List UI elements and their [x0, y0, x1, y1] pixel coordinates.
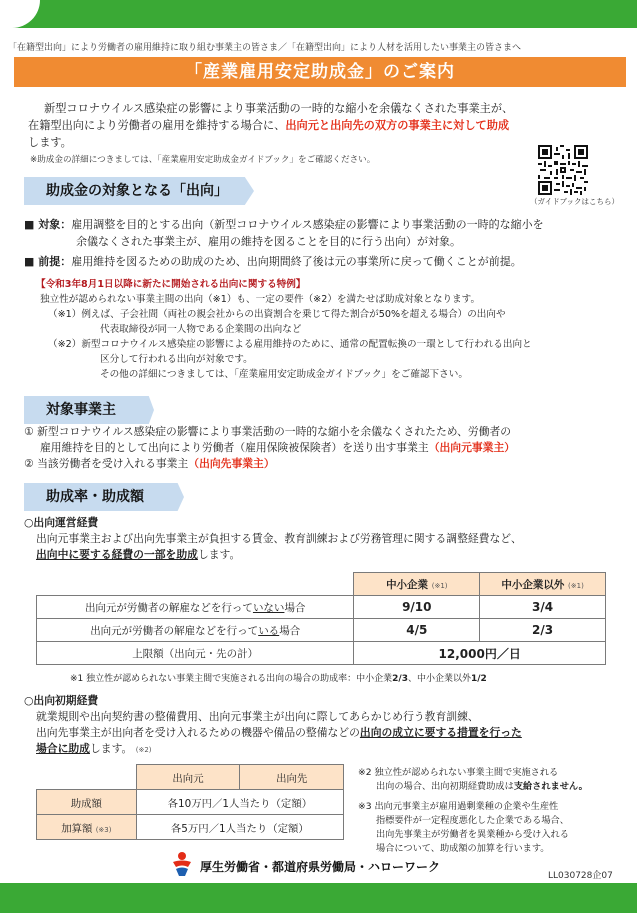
- operating-cost-block: [24, 515, 628, 563]
- side-note-2a: ※2 独立性が認められない事業主間で実施される: [358, 767, 559, 778]
- initial-cost-highlight: 出向の成立に要する措置を行った: [359, 726, 522, 739]
- table1-note: [70, 672, 487, 688]
- qr-caption: （ガイドブックはこちら）: [530, 197, 620, 206]
- special-line-3b: 区分して行われる出向が対象です。: [100, 354, 253, 365]
- row-label-dismissal: [37, 619, 354, 642]
- col-header-large-label: 中小企業以外: [501, 578, 565, 591]
- col-header-large: [480, 573, 606, 596]
- initial-cost-title: ○出向初期経費: [24, 694, 99, 707]
- page-title: 「産業雇用安定助成金」のご案内: [14, 57, 626, 87]
- table-row: [37, 642, 606, 665]
- side-note-3c: 出向先事業主が労働者を異業種から受け入れる: [376, 829, 569, 840]
- premise-row: [24, 253, 624, 270]
- table-row: [37, 815, 344, 840]
- intro-line-1: 新型コロナウイルス感染症の影響により事業活動の一時的な縮小を余儀なくされた事業主が、: [44, 102, 514, 115]
- intro-line-2-text: 在籍型出向により労働者の雇用を維持する場合に、: [28, 119, 286, 132]
- row-label-tail: 場合: [284, 601, 306, 614]
- intro-line-3: します。: [28, 136, 72, 149]
- col-header-from: 出向元: [136, 765, 240, 790]
- operating-cost-text-1: 出向元事業主および出向先事業主が負担する賃金、教育訓練および労務管理に関する調整経費など、: [36, 532, 522, 545]
- initial-cost-table: [36, 764, 344, 840]
- intro-line-2: [28, 117, 618, 134]
- initial-cost-text-3: [24, 741, 628, 758]
- table1-note-sme: 2/3: [392, 674, 408, 684]
- employer-item-2-tag: （出向先事業主）: [188, 457, 275, 470]
- side-note-2-emph: 支給されません。: [513, 781, 588, 792]
- special-provision-block: [36, 277, 626, 382]
- section-heading-text: 助成金の対象となる「出向」: [46, 183, 228, 199]
- cell-cap-value: 12,000円／日: [354, 642, 606, 665]
- special-line-2a: （※1）例えば、子会社間（両社の親会社からの出資割合を乗じて得た割合が50%を超える場合）の出向や: [48, 309, 506, 320]
- initial-cost-text-2: [24, 725, 628, 741]
- row-label-addition-text: 加算額: [61, 822, 93, 835]
- qr-code-icon[interactable]: [538, 145, 588, 195]
- operating-cost-text-2: [24, 547, 628, 563]
- section-heading-target-secondment: [24, 177, 254, 205]
- table-row: [37, 573, 606, 596]
- col-header-to: 出向先: [240, 765, 344, 790]
- special-title: 【令和3年8月1日以降に新たに開始される出向に関する特例】: [36, 279, 306, 290]
- side-note-3a: ※3 出向元事業主が雇用過剰業種の企業や生産性: [358, 801, 559, 812]
- target-block: [24, 216, 624, 270]
- table1-note-text: ※1 独立性が認められない事業主間で実施される出向の場合の助成率：中小企業: [70, 674, 393, 684]
- table-corner: [37, 765, 137, 790]
- table1-note-large: 1/2: [470, 674, 487, 684]
- cell-amount-value: 各10万円／1人当たり（定額）: [136, 790, 343, 815]
- cell-addition-value: 各5万円／1人当たり（定額）: [136, 815, 343, 840]
- section-heading-subsidy-rate: [24, 483, 184, 511]
- table-row: [37, 619, 606, 642]
- bottom-green-band: [0, 883, 637, 913]
- special-line-4: その他の詳細につきましては、「産業雇用安定助成金ガイドブック」をご確認下さい。: [100, 369, 468, 380]
- employer-list: [24, 424, 628, 472]
- side-note-2b: [358, 780, 628, 794]
- operating-cost-table: [36, 572, 606, 665]
- operating-cost-tail: します。: [197, 548, 241, 561]
- target-label: ■ 対象：: [24, 218, 72, 231]
- initial-cost-highlight-2: 場合に助成: [36, 742, 90, 755]
- footer-organization: 厚生労働省・都道府県労働局・ハローワーク: [200, 860, 441, 874]
- intro-note: ※助成金の詳細につきましては、「産業雇用安定助成金ガイドブック」をご確認ください。: [30, 155, 376, 165]
- row-label-emph: いる: [258, 624, 280, 637]
- col-header-sme: [354, 573, 480, 596]
- operating-cost-title: ○出向運営経費: [24, 516, 99, 529]
- cell-sme-rate-1: 9/10: [354, 596, 480, 619]
- footer-code: LL030728企07: [548, 871, 613, 881]
- initial-cost-text-1: 就業規則や出向契約書の整備費用、出向元事業主が出向に際してあらかじめ行う教育訓練、: [36, 710, 479, 723]
- table-row: [37, 790, 344, 815]
- section-heading-text: 対象事業主: [46, 402, 116, 418]
- table-row: [37, 596, 606, 619]
- initial-cost-note: (※2): [135, 746, 152, 754]
- audience-line: 「在籍型出向」により労働者の雇用維持に取り組む事業主の皆さま／「在籍型出向」により人材を活用したい事業主の皆さまへ: [8, 43, 522, 53]
- side-note-3d: 場合について、助成額の加算を行います。: [376, 843, 550, 854]
- row-label-text: 出向元が労働者の解雇などを行って: [84, 601, 253, 614]
- target-row: [24, 216, 624, 233]
- special-line-3a: （※2）新型コロナウイルス感染症の影響による雇用維持のために、通常の配置転換の一環として行われる出向と: [48, 339, 532, 350]
- target-text-1: 雇用調整を目的とする出向（新型コロナウイルス感染症の影響により事業活動の一時的な縮小を: [71, 218, 544, 231]
- row-label-no-dismissal: [37, 596, 354, 619]
- operating-cost-highlight: 出向中に要する経費の一部を助成: [36, 548, 198, 561]
- row-label-cap: 上限額（出向元・先の計）: [37, 642, 354, 665]
- employer-item-2: [24, 456, 628, 472]
- table-corner: [37, 573, 354, 596]
- cell-sme-rate-2: 4/5: [354, 619, 480, 642]
- special-line-2b: 代表取締役が同一人物である企業間の出向など: [100, 324, 302, 335]
- side-note-3b: 指標要件が一定程度悪化した企業である場合、: [376, 815, 569, 826]
- special-line-1: 独立性が認められない事業主間の出向（※1）も、一定の要件（※2）を満たせば助成対象となります。: [40, 294, 481, 305]
- row-label-tail: 場合: [279, 624, 301, 637]
- employer-item-1a: ① 新型コロナウイルス感染症の影響により事業活動の一時的な縮小を余儀なくされたため、労働者の: [24, 425, 512, 438]
- row-label-text: 出向元が労働者の解雇などを行って: [90, 624, 259, 637]
- initial-cost-block: [24, 693, 628, 758]
- intro-highlight: 出向元と出向先の双方の事業主に対して助成: [285, 119, 510, 132]
- row-label-addition-note: (※3): [95, 825, 112, 834]
- employer-item-1-tag: （出向元事業主）: [428, 441, 516, 454]
- employer-item-2-text: ② 当該労働者を受け入れる事業主: [24, 457, 189, 470]
- col-header-sme-note: (※1): [431, 581, 448, 590]
- top-green-band: [0, 0, 637, 28]
- cell-large-rate-1: 3/4: [480, 596, 606, 619]
- target-text-2: 余儀なくされた事業主が、雇用の維持を図ることを目的に行う出向）が対象。: [76, 235, 461, 248]
- side-notes: [358, 766, 628, 856]
- col-header-sme-label: 中小企業: [386, 578, 429, 591]
- premise-label: ■ 前提：: [24, 255, 72, 268]
- row-label-addition: [37, 815, 137, 840]
- section-heading-target-employers: [24, 396, 154, 424]
- premise-text: 雇用維持を図るための助成のため、出向期間終了後は元の事業所に戻って働くことが前提。: [71, 255, 522, 268]
- col-header-large-note: (※1): [568, 581, 584, 590]
- table-row: [37, 765, 344, 790]
- employer-item-1b: [24, 440, 628, 456]
- mhlw-logo-icon: [170, 850, 194, 878]
- initial-cost-text-2a: 出向先事業主が出向者を受け入れるための機器や備品の整備などの: [36, 726, 360, 739]
- table1-note-mid: 、中小企業以外: [407, 674, 471, 684]
- row-label-amount: 助成額: [37, 790, 137, 815]
- section-heading-text: 助成率・助成額: [46, 489, 144, 505]
- row-label-emph: いない: [252, 601, 285, 614]
- cell-large-rate-2: 2/3: [480, 619, 606, 642]
- side-note-2b-text: 出向の場合、出向初期経費助成は: [376, 781, 514, 792]
- initial-cost-tail: します。: [89, 742, 133, 755]
- employer-item-1b-text: 雇用維持を目的として出向により労働者（雇用保険被保険者）を送り出す事業主: [40, 441, 429, 454]
- intro-text: [28, 100, 618, 151]
